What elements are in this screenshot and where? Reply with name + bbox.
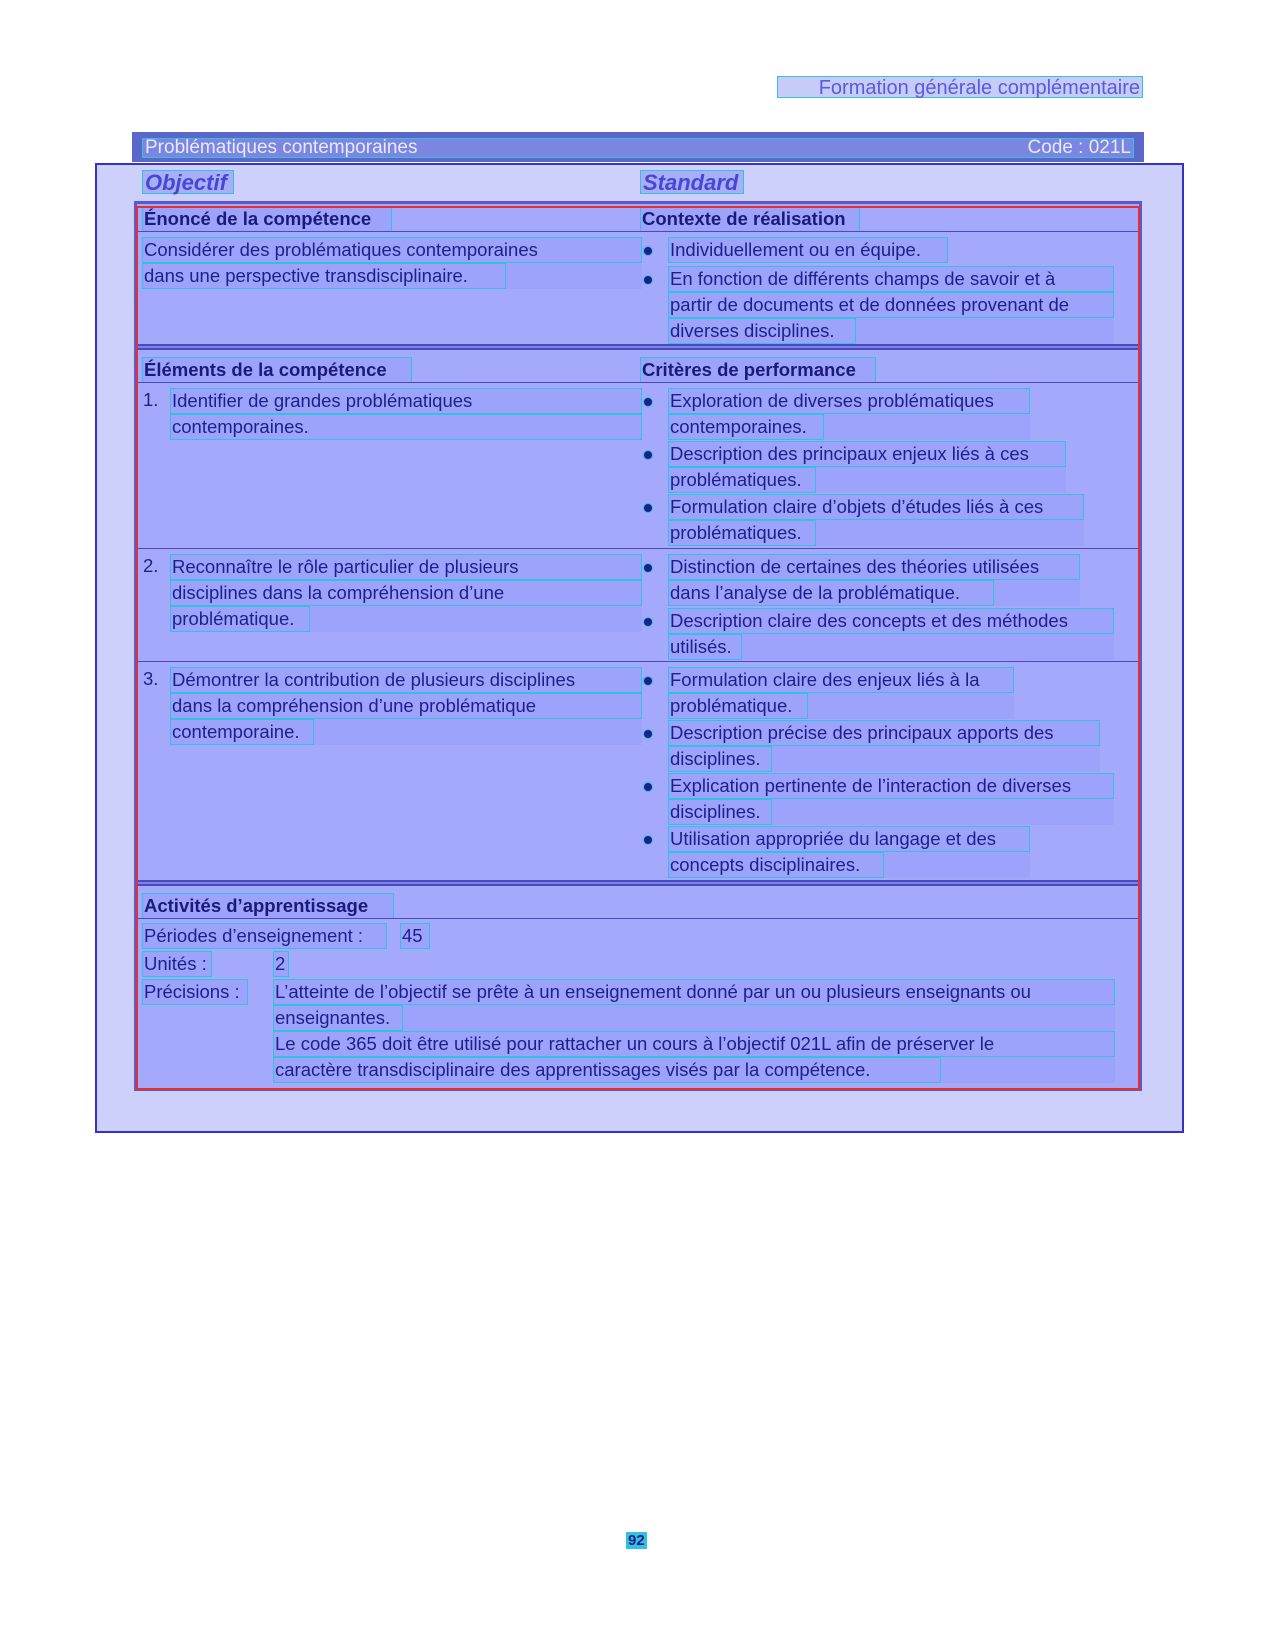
criterion-item: Formulation claire d’objets d’études liés à ces problématiques. xyxy=(668,494,1084,546)
context-heading: Contexte de réalisation xyxy=(640,206,860,232)
criterion-item: Distinction de certaines des théories utilisées dans l’analyse de la problématique. xyxy=(668,554,1080,606)
competency-statement: Considérer des problématiques contemporaines dans une perspective transdisciplinaire. xyxy=(142,237,642,289)
bullet-icon xyxy=(643,563,653,573)
divider xyxy=(136,548,1140,549)
periods-value: 45 xyxy=(400,923,430,949)
bullet-icon xyxy=(643,835,653,845)
criterion-item: Explication pertinente de l’interaction de diverses disciplines. xyxy=(668,773,1114,825)
elements-heading: Éléments de la compétence xyxy=(142,357,412,383)
criteria-heading: Critères de performance xyxy=(640,357,876,383)
bullet-icon xyxy=(643,676,653,686)
element-number: 2. xyxy=(143,555,159,576)
bullet-icon xyxy=(643,275,653,285)
element-text: Identifier de grandes problématiques contemporaines. xyxy=(170,388,642,440)
activities-heading: Activités d’apprentissage xyxy=(142,893,394,919)
context-item: Individuellement ou en équipe. xyxy=(668,237,948,263)
bullet-icon xyxy=(643,782,653,792)
criterion-item: Exploration de diverses problématiques contemporaines. xyxy=(668,388,1030,440)
criterion-item: Utilisation appropriée du langage et des concepts disciplinaires. xyxy=(668,826,1030,878)
bullet-icon xyxy=(643,246,653,256)
bullet-icon xyxy=(643,503,653,513)
element-number: 1. xyxy=(143,389,159,410)
context-item: En fonction de différents champs de savoir et à partir de documents et de données provenant de diverses disciplines. xyxy=(668,266,1114,344)
bullet-icon xyxy=(643,729,653,739)
divider xyxy=(136,918,1140,919)
section-header: Formation générale complémentaire xyxy=(777,76,1143,98)
bullet-icon xyxy=(643,397,653,407)
element-text: Démontrer la contribution de plusieurs disciplines dans la compréhension d’une problématique contemporaine. xyxy=(170,667,642,745)
objective-heading: Objectif xyxy=(142,170,234,194)
page-number: 92 xyxy=(628,1532,645,1549)
criterion-item: Description claire des concepts et des méthodes utilisés. xyxy=(668,608,1114,660)
criterion-item: Formulation claire des enjeux liés à la problématique. xyxy=(668,667,1014,719)
element-number: 3. xyxy=(143,668,159,689)
statement-heading: Énoncé de la compétence xyxy=(142,206,392,232)
section-divider xyxy=(136,344,1140,350)
divider xyxy=(136,661,1140,662)
bullet-icon xyxy=(643,617,653,627)
competency-title: Problématiques contemporaines xyxy=(145,137,418,158)
units-label: Unités : xyxy=(142,951,212,977)
element-text: Reconnaître le rôle particulier de plusieurs disciplines dans la compréhension d’une problématique. xyxy=(170,554,642,632)
divider xyxy=(136,231,1140,232)
precisions-label: Précisions : xyxy=(142,979,248,1005)
bullet-icon xyxy=(643,450,653,460)
section-divider xyxy=(136,880,1140,886)
standard-heading: Standard xyxy=(640,170,744,194)
precisions-text: L’atteinte de l’objectif se prête à un enseignement donné par un ou plusieurs enseignants ou enseignantes. Le code 365 doit être utilisé pour rattacher un cours à l’objectif 021L afin de préserver le caractère transdisciplinaire des apprentissages visés par la compétence. xyxy=(273,979,1115,1083)
divider xyxy=(136,382,1140,383)
title-bar xyxy=(132,132,1144,162)
criterion-item: Description des principaux enjeux liés à ces problématiques. xyxy=(668,441,1066,493)
criterion-item: Description précise des principaux apports des disciplines. xyxy=(668,720,1100,772)
periods-label: Périodes d’enseignement : xyxy=(142,923,387,949)
units-value: 2 xyxy=(273,951,289,977)
competency-code: Code : 021L xyxy=(1027,137,1131,158)
